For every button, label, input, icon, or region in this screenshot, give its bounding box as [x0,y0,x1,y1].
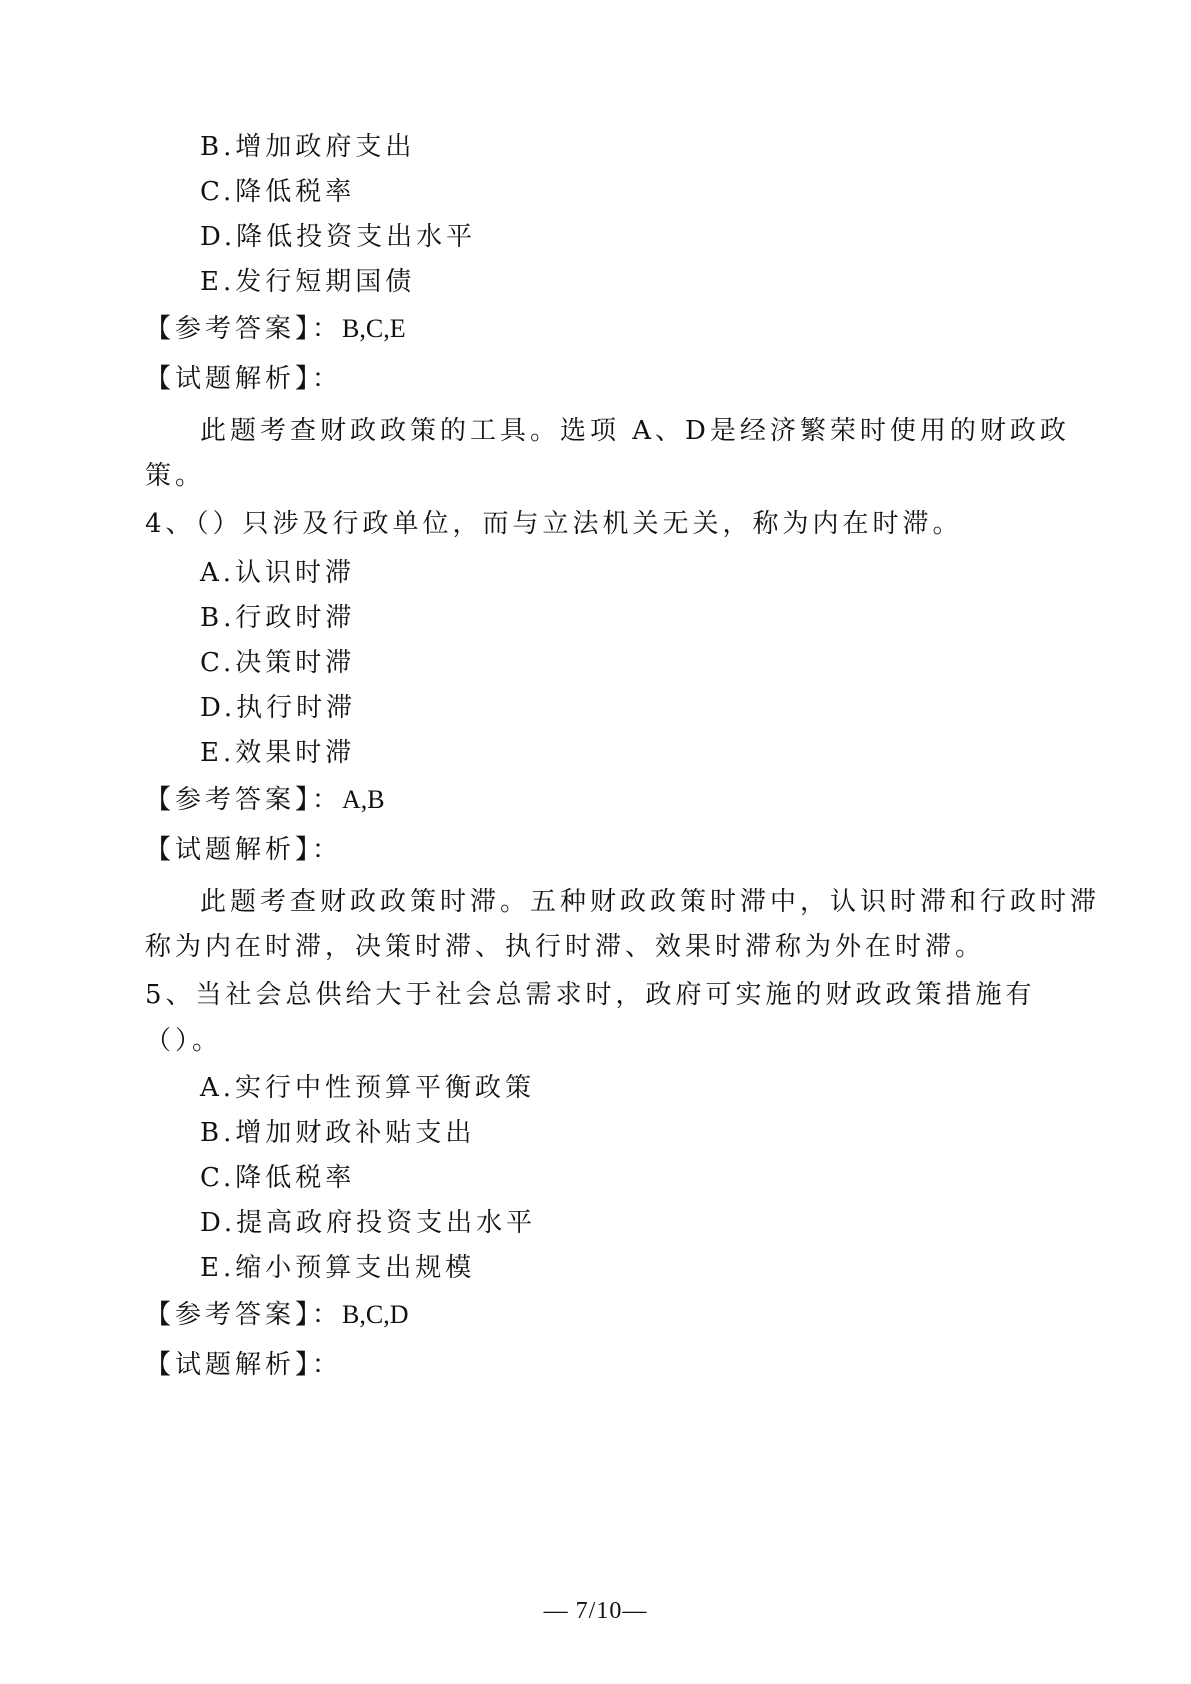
option-b: B.增加财政补贴支出 [200,1118,476,1148]
analysis-label: 【试题解析】： [145,364,343,394]
answer-value: B,C,E [342,314,406,343]
option-e: E.发行短期国债 [200,267,416,297]
option-a: A.认识时滞 [200,558,356,588]
option-c: C.决策时滞 [200,648,356,678]
question-5: 5、当社会总供给大于社会总需求时，政府可实施的财政政策措施有 [145,980,1036,1010]
option-c: C.降低税率 [200,1163,356,1193]
option-d: D.提高政府投资支出水平 [200,1208,537,1238]
analysis-text-cont: 策。 [145,461,206,491]
question-4: 4、（）只涉及行政单位，而与立法机关无关，称为内在时滞。 [145,509,963,539]
analysis-label: 【试题解析】： [145,1350,343,1380]
question-5-cont: （）。 [145,1026,223,1056]
answer-row [145,783,385,817]
option-c: C.降低税率 [200,177,356,207]
option-a: A.实行中性预算平衡政策 [200,1073,536,1103]
analysis-text: 此题考查财政政策的工具。选项 A、D是经济繁荣时使用的财政政 [200,416,1070,446]
answer-row [145,312,406,346]
analysis-text: 此题考查财政政策时滞。五种财政政策时滞中，认识时滞和行政时滞 [200,887,1101,917]
answer-label: 【参考答案】： [145,314,343,344]
analysis-label: 【试题解析】： [145,835,343,865]
answer-value: A,B [342,785,385,814]
answer-label: 【参考答案】： [145,1300,343,1330]
option-d: D.降低投资支出水平 [200,222,477,252]
page-number: — 7/10— [543,1598,648,1624]
option-e: E.效果时滞 [200,738,356,768]
analysis-text-cont: 称为内在时滞，决策时滞、执行时滞、效果时滞称为外在时滞。 [145,932,986,962]
option-b: B.增加政府支出 [200,132,416,162]
answer-value: B,C,D [342,1300,409,1329]
option-b: B.行政时滞 [200,603,356,633]
answer-label: 【参考答案】： [145,785,343,815]
answer-row [145,1298,408,1332]
option-e: E.缩小预算支出规模 [200,1253,476,1283]
option-d: D.执行时滞 [200,693,357,723]
